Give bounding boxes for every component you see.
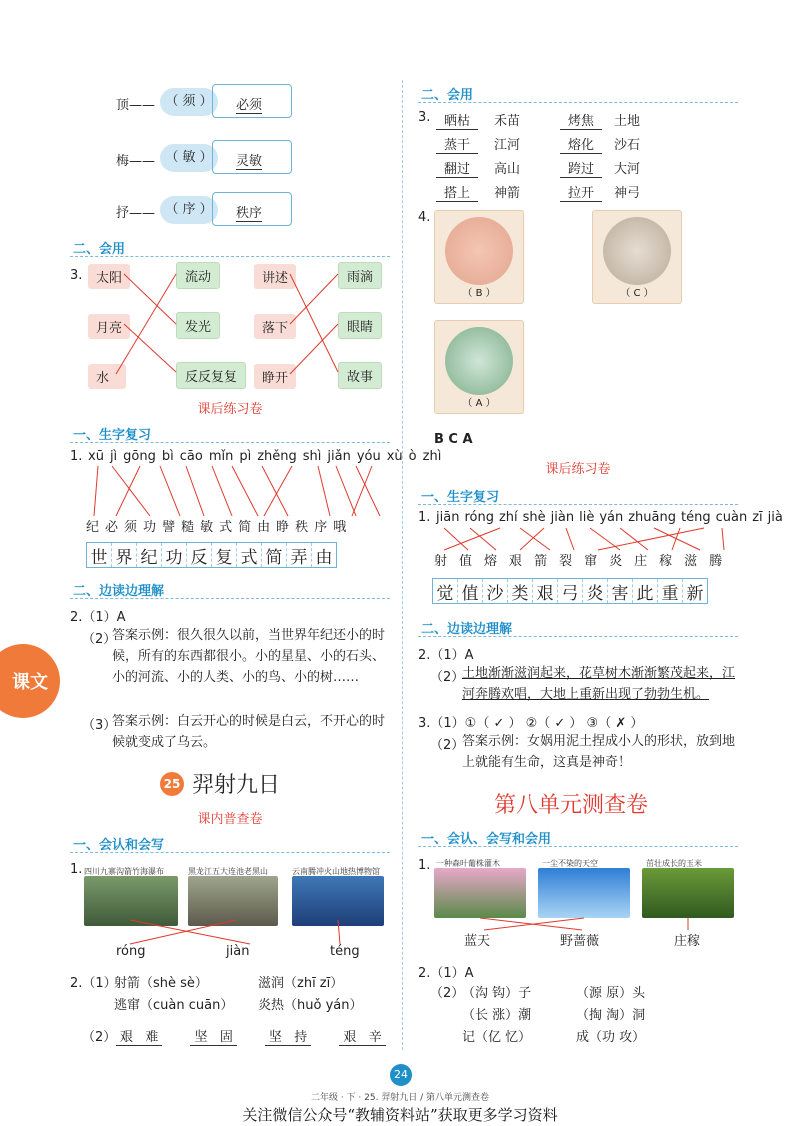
photo-word: 蓝天 — [464, 934, 491, 949]
pinyin: jiān — [436, 510, 460, 525]
answer-2-3: 答案示例：白云开心的时候是白云，不开心的时候就变成了乌云。 — [112, 714, 386, 750]
card-answer: （ B ） — [462, 288, 496, 299]
photo-caption: 一种森叶葡株灌木 — [436, 859, 500, 868]
section-heading: 二、会用 — [421, 88, 474, 103]
char: 裂 — [559, 554, 573, 569]
cloud-char-2: 梅—— — [116, 154, 156, 169]
choice: （长 涨）潮 — [462, 1008, 532, 1023]
section-heading: 一、会认和会写 — [73, 838, 165, 853]
section-divider — [70, 256, 390, 257]
word-blank — [265, 1026, 311, 1046]
grid-char: 觉 — [433, 579, 458, 603]
order-answer: B C A — [434, 432, 473, 447]
pinyin: shè — [522, 510, 546, 525]
answer-label: （2） — [430, 670, 465, 685]
cloud-answer-2: （ 敏 ） — [165, 150, 213, 165]
question-number: 2.（1） — [70, 976, 117, 991]
choice: （掏 淘）洞 — [576, 1008, 646, 1023]
char: 哦 — [333, 520, 347, 535]
match-item: 水 — [88, 364, 126, 389]
pinyin: cāo — [179, 449, 203, 464]
cloud-word-1: 必须 — [236, 94, 262, 114]
match-item: 落下 — [254, 314, 296, 339]
pinyin: liè — [579, 510, 595, 525]
section-divider — [418, 504, 738, 505]
pinyin: xū — [88, 449, 104, 464]
word-given: 土地 — [614, 114, 641, 129]
pinyin: yóu — [356, 449, 381, 464]
cloud-word-2: 灵敏 — [236, 150, 262, 170]
cloud-icon — [160, 144, 218, 172]
section-heading: 二、边读边理解 — [73, 584, 165, 599]
card-answer: （ A ） — [462, 398, 496, 409]
cloud-char-1: 顶—— — [116, 98, 156, 113]
section-divider — [418, 846, 738, 847]
story-card — [434, 320, 524, 414]
grid-char: 弓 — [558, 579, 583, 603]
word-row — [116, 1026, 386, 1046]
word-char: 难 — [145, 1030, 159, 1045]
pinyin: gōng — [123, 449, 156, 464]
subsection-title: 课后练习卷 — [545, 462, 611, 477]
grid-char: 功 — [162, 543, 187, 567]
story-card — [434, 210, 524, 304]
polyphone: 逃窜（cuàn cuān） — [114, 998, 234, 1013]
char: 射 — [434, 554, 448, 569]
word-blank — [116, 1026, 162, 1046]
choice: 成（功 攻） — [576, 1030, 646, 1045]
answer-2-2: 答案示例：很久很久以前，当世界年纪还小的时候，所有的东西都很小。小的星星、小的石头、小的河流、小的人类、小的鸟、小的树…… — [112, 628, 386, 685]
cloud-answer-3: （ 序 ） — [165, 202, 213, 217]
section-heading: 一、生字复习 — [73, 428, 152, 443]
cloud-answer-1: （ 须 ） — [165, 94, 213, 109]
photo-caption: 四川九寨沟箭竹海瀑布 — [84, 867, 164, 876]
answer-label: （3） — [82, 718, 117, 733]
pinyin: zhì — [422, 449, 442, 464]
char: 熔 — [484, 554, 498, 569]
polyphone: 射箭（shè sè） — [114, 976, 208, 991]
grid-char: 反 — [187, 543, 212, 567]
word-char: 艰 — [343, 1030, 357, 1045]
char: 纪 — [86, 520, 100, 535]
pinyin: zhěng — [257, 449, 297, 464]
char: 炎 — [609, 554, 623, 569]
grid-char: 重 — [658, 579, 683, 603]
word-given: 神弓 — [614, 186, 641, 201]
page-number: 24 — [390, 1064, 412, 1086]
pinyin: zhuāng — [628, 510, 676, 525]
grid-char: 值 — [458, 579, 483, 603]
pinyin: mǐn — [208, 449, 234, 464]
footer-text: 二年级 · 下 · 25. 羿射九日 / 第八单元测查卷 — [310, 1093, 490, 1103]
photo-caption: 云南腾冲火山地热博物馆 — [292, 867, 380, 876]
char: 功 — [143, 520, 157, 535]
answer-label: （2） — [430, 738, 465, 753]
word-answer: 熔化 — [560, 134, 602, 154]
grid-char: 艰 — [533, 579, 558, 603]
pinyin: jiǎn — [327, 449, 351, 464]
word-given: 沙石 — [614, 138, 641, 153]
column-divider — [402, 80, 403, 1050]
word-given: 江河 — [494, 138, 521, 153]
landscape-picture — [445, 327, 513, 395]
grid-char: 界 — [112, 543, 137, 567]
answer-2-1: 2.（1）A — [418, 966, 474, 981]
section-divider — [418, 636, 738, 637]
char: 窜 — [584, 554, 598, 569]
photo-word: 庄稼 — [674, 934, 701, 949]
word-char: 固 — [219, 1030, 233, 1045]
grid-char: 此 — [633, 579, 658, 603]
answer-3-2: 答案示例：女娲用泥土捏成小人的形状，放到地上就能有生命，这真是神奇！ — [462, 734, 736, 770]
writing-grid — [86, 542, 337, 568]
section-divider — [70, 598, 390, 599]
word-given: 禾苗 — [494, 114, 521, 129]
char: 庄 — [634, 554, 648, 569]
word-answer: 蒸干 — [436, 134, 478, 154]
lesson-title: 羿射九日 — [192, 773, 281, 798]
word-answer: 拉开 — [560, 182, 602, 202]
char: 稼 — [659, 554, 673, 569]
grid-char: 弄 — [287, 543, 312, 567]
pinyin: cuàn — [715, 510, 748, 525]
word-given: 大河 — [614, 162, 641, 177]
word-char: 艰 — [120, 1030, 134, 1045]
match-item: 眼睛 — [338, 312, 382, 339]
photo-word: 野蔷薇 — [560, 934, 600, 949]
grid-char: 世 — [87, 543, 112, 567]
question-number: 1. — [418, 510, 431, 525]
question-number: 3. — [70, 268, 83, 283]
pinyin: shì — [302, 449, 322, 464]
question-number: 4. — [418, 210, 431, 225]
choice: （源 原）头 — [576, 986, 646, 1001]
char: 箭 — [534, 554, 548, 569]
char-row — [434, 550, 722, 569]
polyphone: 炎热（huǒ yán） — [258, 998, 363, 1013]
match-item: 太阳 — [88, 264, 130, 289]
word-blank — [339, 1026, 385, 1046]
watermark-text: 关注微信公众号“教辅资料站”获取更多学习资料 — [242, 1106, 558, 1124]
section-divider — [70, 442, 390, 443]
section-heading: 二、边读边理解 — [421, 622, 513, 637]
word-answer: 晒枯 — [436, 110, 478, 130]
cloud-icon — [160, 88, 218, 116]
pinyin: pì — [239, 449, 252, 464]
match-item: 发光 — [176, 312, 220, 339]
subsection-title: 课后练习卷 — [197, 402, 263, 417]
word-char: 坚 — [268, 1030, 282, 1045]
pinyin: jì — [109, 449, 118, 464]
pinyin: xù — [386, 449, 403, 464]
char: 须 — [124, 520, 138, 535]
grid-char: 纪 — [137, 543, 162, 567]
grid-char: 炎 — [583, 579, 608, 603]
answer-2-1: 2.（1）A — [418, 648, 474, 663]
char: 值 — [459, 554, 473, 569]
cloud-word-3: 秩序 — [236, 202, 262, 222]
volcano-photo — [188, 876, 278, 926]
grid-char: 害 — [608, 579, 633, 603]
subsection-title: 课内普查卷 — [197, 812, 263, 827]
side-tab-label: 课文 — [12, 672, 48, 693]
char: 敏 — [200, 520, 214, 535]
answer-3-1: 3.（1）①（ ✓ ） ②（ ✓ ） ③（ ✗ ） — [418, 716, 644, 731]
grid-char: 类 — [508, 579, 533, 603]
word-answer: 烤焦 — [560, 110, 602, 130]
archer-picture — [603, 217, 671, 285]
writing-grid — [432, 578, 708, 604]
char: 由 — [257, 520, 271, 535]
pinyin: jià — [767, 510, 783, 525]
word-given: 神箭 — [494, 186, 521, 201]
pinyin-row — [88, 449, 441, 464]
question-number: 1. — [70, 862, 83, 877]
char: 式 — [219, 520, 233, 535]
pinyin: róng — [116, 944, 146, 959]
grid-char: 沙 — [483, 579, 508, 603]
char: 艰 — [509, 554, 523, 569]
photo-caption: 茁壮成长的玉米 — [646, 859, 702, 868]
question-number: 1. — [70, 449, 83, 464]
pinyin: jiàn — [226, 944, 250, 959]
pinyin: yán — [599, 510, 624, 525]
photo-caption: 黑龙江五大连池老黑山 — [188, 867, 268, 876]
section-heading: 一、生字复习 — [421, 490, 500, 505]
pinyin: zhí — [498, 510, 518, 525]
match-item: 雨滴 — [338, 262, 382, 289]
match-item: 讲述 — [254, 264, 296, 289]
char: 简 — [238, 520, 252, 535]
grid-char: 新 — [686, 583, 704, 604]
pinyin: róng — [464, 510, 494, 525]
answer-label: （2） — [82, 1030, 117, 1045]
char: 糙 — [181, 520, 195, 535]
museum-photo — [292, 876, 384, 926]
word-answer: 跨过 — [560, 158, 602, 178]
char: 滋 — [684, 554, 698, 569]
pinyin: ò — [408, 449, 417, 464]
char-row — [86, 516, 346, 535]
flower-picture — [445, 217, 513, 285]
match-item: 月亮 — [88, 314, 130, 339]
char: 譬 — [162, 520, 176, 535]
sky-photo — [538, 868, 630, 918]
pinyin: bì — [161, 449, 174, 464]
word-char: 辛 — [368, 1030, 382, 1045]
char: 秩 — [295, 520, 309, 535]
grid-char: 式 — [237, 543, 262, 567]
char: 序 — [314, 520, 328, 535]
pinyin: zī — [752, 510, 763, 525]
answer-label: （2） — [82, 632, 117, 647]
question-number: 3. — [418, 110, 431, 125]
match-item: 故事 — [338, 362, 382, 389]
match-item: 反反复复 — [176, 362, 246, 389]
grid-char: 简 — [262, 543, 287, 567]
match-item: 流动 — [176, 262, 220, 289]
cloud-char-3: 抒—— — [116, 206, 156, 221]
rose-photo — [434, 868, 526, 918]
grid-char: 由 — [315, 547, 333, 568]
section-divider — [418, 102, 738, 103]
char: 腾 — [709, 554, 723, 569]
pinyin: téng — [681, 510, 711, 525]
match-item: 睁开 — [254, 364, 296, 389]
question-number: 1. — [418, 858, 431, 873]
word-answer: 搭上 — [436, 182, 478, 202]
grid-char: 复 — [212, 543, 237, 567]
lesson-number-badge: 25 — [160, 772, 184, 796]
choice: 记（亿 忆） — [462, 1030, 532, 1045]
pinyin: téng — [330, 944, 360, 959]
word-char: 坚 — [194, 1030, 208, 1045]
answer-2-2: 土地渐渐滋润起来，花草树木渐渐繁茂起来，江河奔腾欢唱，大地上重新出现了勃勃生机。 — [462, 666, 736, 702]
unit-title: 第八单元测查卷 — [494, 793, 649, 818]
photo-caption: 一尘不染的天空 — [542, 859, 598, 868]
word-given: 高山 — [494, 162, 521, 177]
pinyin-row — [436, 510, 783, 525]
waterfall-photo — [84, 876, 178, 926]
story-card — [592, 210, 682, 304]
word-char: 持 — [294, 1030, 308, 1045]
polyphone: 滋润（zhī zī） — [258, 976, 344, 991]
cloud-icon — [160, 196, 218, 224]
section-heading: 二、会用 — [73, 242, 126, 257]
answer-label: （2） — [430, 986, 465, 1001]
answer-2-1: 2.（1）A — [70, 610, 126, 625]
corn-photo — [642, 868, 734, 918]
card-answer: （ C ） — [620, 288, 654, 299]
word-answer: 翻过 — [436, 158, 478, 178]
char: 必 — [105, 520, 119, 535]
section-heading: 一、会认、会写和会用 — [421, 832, 552, 847]
char: 睁 — [276, 520, 290, 535]
choice: （沟 钩）子 — [462, 986, 532, 1001]
pinyin: jiàn — [550, 510, 575, 525]
section-divider — [70, 852, 390, 853]
side-tab-badge — [0, 644, 60, 718]
word-blank — [190, 1026, 236, 1046]
